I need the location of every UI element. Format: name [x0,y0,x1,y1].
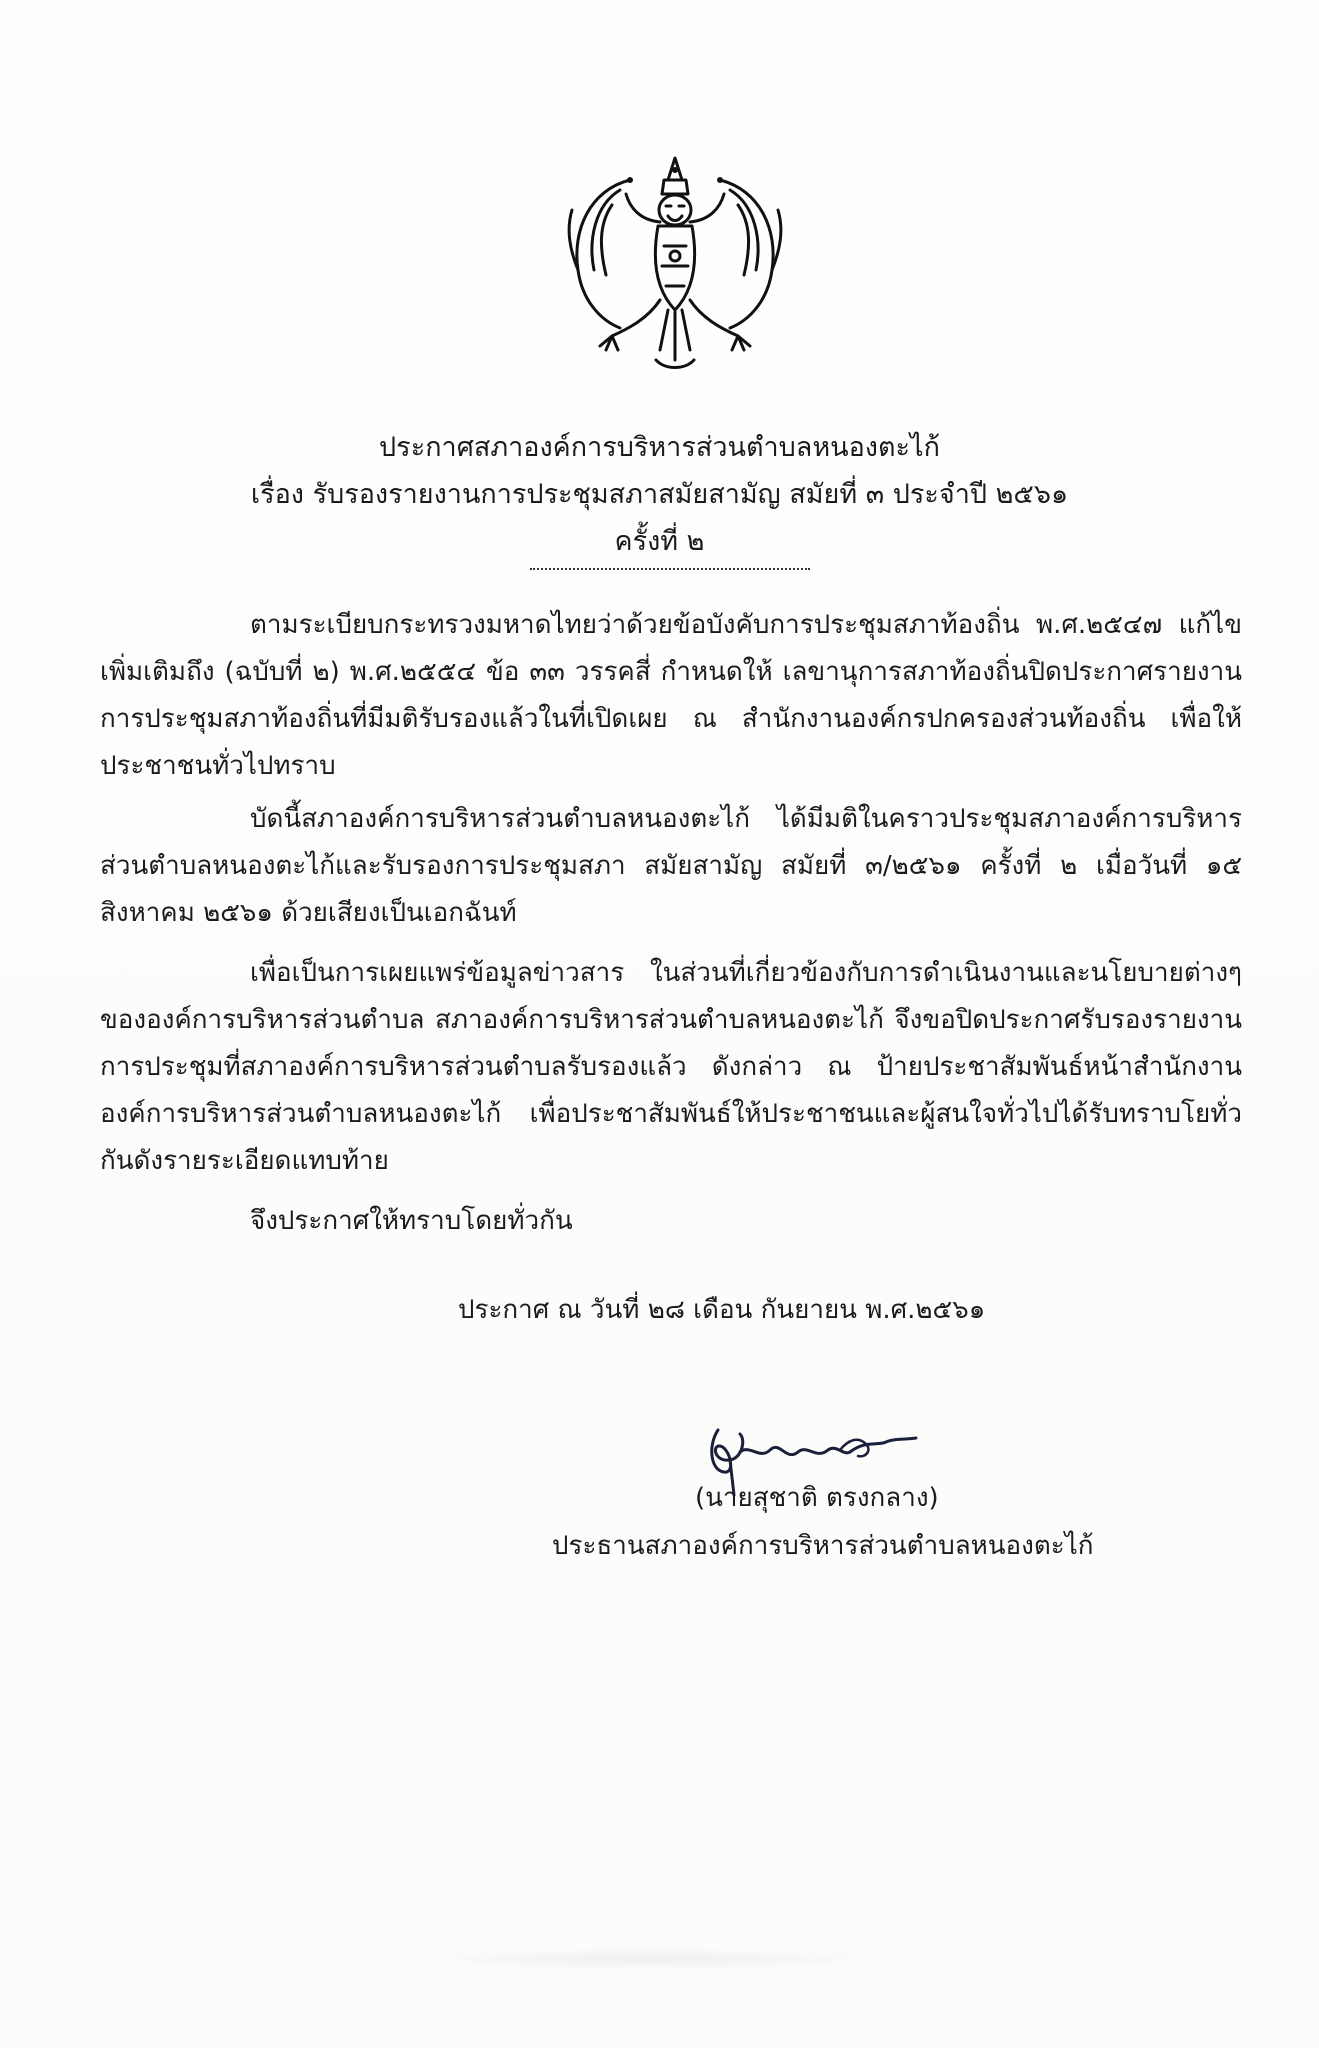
paragraph-regulation: ตามระเบียบกระทรวงมหาดไทยว่าด้วยข้อบังคับการประชุมสภาท้องถิ่น พ.ศ.๒๕๔๗ แก้ไขเพิ่มเติมถึง (ฉบับที่ ๒) พ.ศ.๒๕๕๔ ข้อ ๓๓ วรรคสี่ กำหนดให้ เลขานุการสภาท้องถิ่นปิดประกาศรายงานการประชุมสภาท้องถิ่นที่มีมติรับรองแล้วในที่เปิดเผย ณ สำนักงานองค์กรปกครองส่วนท้องถิ่น เพื่อให้ประชาชนทั่วไปทราบ [100,610,1242,781]
signer-name: (นายสุชาติ ตรงกลาง) [695,1483,939,1513]
garuda-emblem-icon [560,150,790,390]
paragraph-publication: เพื่อเป็นการเผยแพร่ข้อมูลข่าวสาร ในส่วนที่เกี่ยวข้องกับการดำเนินงานและนโยบายต่างๆ ขององค์การบริหารส่วนตำบล สภาองค์การบริหารส่วนตำบลหนองตะไก้ จึงขอปิดประกาศรับรองรายงานการประชุมที่สภาองค์การบริหารส่วนตำบลรับรองแล้ว ดังกล่าว ณ ป้ายประชาสัมพันธ์หน้าสำนักงานองค์การบริหารส่วนตำบลหนองตะไก้ เพื่อประชาสัมพันธ์ให้ประชาชนและผู้สนใจทั่วไปได้รับทราบโยทั่วกันดังรายระเอียดแทบท้าย [100,958,1242,1176]
paragraph-resolution: บัดนี้สภาองค์การบริหารส่วนตำบลหนองตะไก้ ได้มีมติในคราวประชุมสภาองค์การบริหารส่วนตำบลหนองตะไก้และรับรองการประชุมสภา สมัยสามัญ สมัยที่ ๓/๒๕๖๑ ครั้งที่ ๒ เมื่อวันที่ ๑๕ สิงหาคม ๒๕๖๑ ด้วยเสียงเป็นเอกฉันท์ [100,804,1242,928]
dotted-divider [530,568,810,570]
paragraph-closing: จึงประกาศให้ทราบโดยทั่วกัน [250,1206,573,1236]
announcement-date: ประกาศ ณ วันที่ ๒๘ เดือน กันยายน พ.ศ.๒๕๖๑ [458,1295,986,1325]
announcement-session: ครั้งที่ ๒ [614,526,705,557]
announcement-title: ประกาศสภาองค์การบริหารส่วนตำบลหนองตะไก้ [379,432,940,463]
bleed-through-shadow [425,1948,875,1970]
announcement-subject: เรื่อง รับรองรายงานการประชุมสภาสมัยสามัญ สมัยที่ ๓ ประจำปี ๒๕๖๑ [250,479,1069,510]
signer-title: ประธานสภาองค์การบริหารส่วนตำบลหนองตะไก้ [552,1531,1094,1561]
